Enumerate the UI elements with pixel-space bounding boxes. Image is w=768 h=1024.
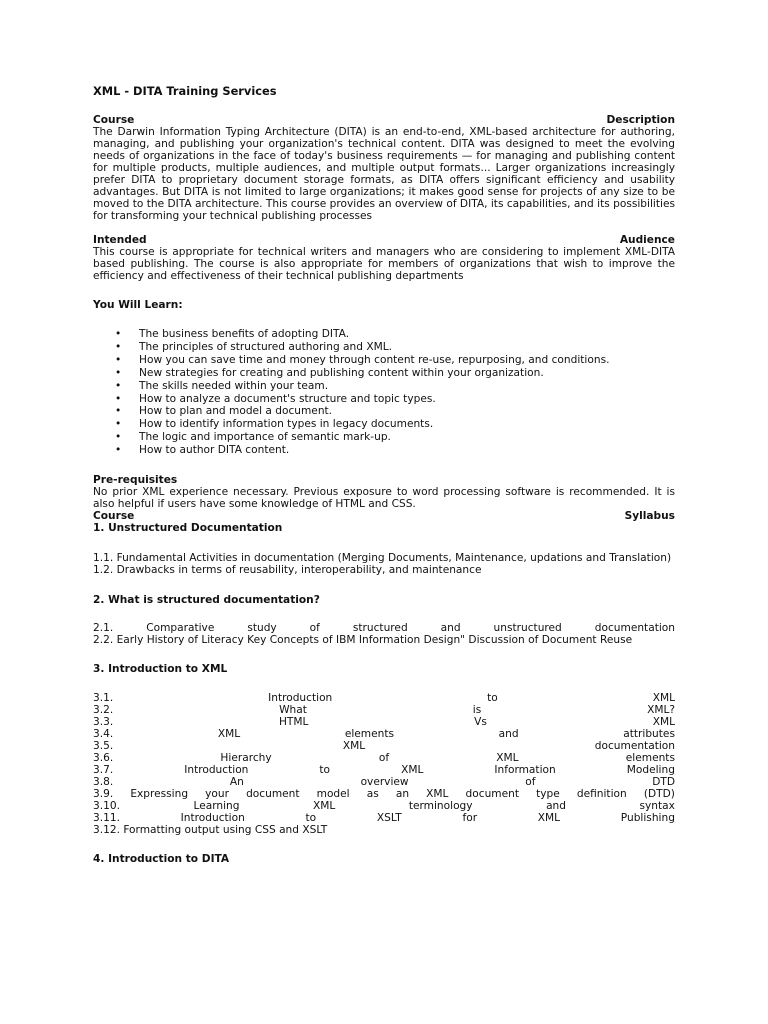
course-syllabus-heading bbox=[93, 510, 675, 522]
section-3-item-word: document bbox=[246, 788, 300, 801]
document-title: XML - DITA Training Services bbox=[93, 84, 277, 98]
section-1-item-2: 1.2. Drawbacks in terms of reusability, interoperability, and maintenance bbox=[93, 564, 482, 577]
section-3-item-word: XML bbox=[426, 788, 449, 801]
course-description-heading-left: Course bbox=[93, 114, 135, 126]
section-3-item-word: Introduction bbox=[268, 692, 333, 705]
section-3-item-word: XSLT bbox=[376, 812, 402, 825]
bullet-icon: • bbox=[115, 392, 122, 405]
section-3-item bbox=[93, 788, 675, 800]
section-3-item-word: 3.7. bbox=[93, 764, 114, 777]
section-3-item-word: for bbox=[462, 812, 478, 825]
section-3-item-word: Learning bbox=[193, 800, 240, 813]
learn-list-item bbox=[93, 405, 675, 418]
section-2-item-1: 2.1. Comparative study of structured and unstructured documentation bbox=[93, 622, 675, 635]
section-3-item-word: 3.11. bbox=[93, 812, 120, 825]
section-3-item-word: DTD bbox=[652, 776, 675, 789]
section-3-item-word: Expressing bbox=[130, 788, 189, 801]
learn-list-item bbox=[93, 393, 675, 406]
course-description-text: The Darwin Information Typing Architecture (DITA) is an end-to-end, XML-based architecture for authoring, managing, and publishing your organization's technical content. DITA was designed to meet the evolving needs of organizations in the face of today's business requirements — for managing and publishing content for multiple products, multiple audiences, and multiple output formats... Larger organizations increasingly prefer DITA to proprietary document storage formats, as DITA offers significant efficiency and usability advantages. But DITA is not limited to large organizations; it makes good sense for projects of any size to be moved to the DITA architecture. This course provides an overview of DITA, its capabilities, and its possibilities for transforming your technical publishing processes bbox=[93, 126, 675, 222]
learn-list-item-text: The logic and importance of semantic mark-up. bbox=[139, 431, 391, 444]
section-3-item-word: Publishing bbox=[620, 812, 675, 825]
bullet-icon: • bbox=[115, 418, 122, 431]
section-3-item bbox=[93, 752, 675, 764]
learn-list-item-text: How to author DITA content. bbox=[139, 444, 290, 457]
section-3-item-word: documentation bbox=[594, 740, 675, 753]
section-3-item-word: to bbox=[487, 692, 498, 705]
section-3-item-word: XML bbox=[342, 740, 366, 753]
section-3-item-word: HTML bbox=[278, 716, 309, 729]
section-2-heading: 2. What is structured documentation? bbox=[93, 594, 320, 607]
section-3-item-word: 3.6. bbox=[93, 752, 114, 765]
section-3-item-word: XML bbox=[652, 716, 675, 729]
section-3-item bbox=[93, 776, 675, 788]
section-3-item bbox=[93, 812, 675, 824]
section-3-item-word: definition bbox=[576, 788, 627, 801]
section-3-item-word: XML bbox=[217, 728, 241, 741]
learn-list-item-text: New strategies for creating and publishing content within your organization. bbox=[139, 366, 544, 379]
section-3-item-word: Vs bbox=[474, 716, 487, 729]
learn-list-item bbox=[93, 367, 675, 380]
prerequisites-text: No prior XML experience necessary. Previous exposure to word processing software is recommended. It is also helpful if users have some knowledge of HTML and CSS. bbox=[93, 486, 675, 511]
section-3-item-word: elements bbox=[625, 752, 675, 765]
learn-list-item-text: The principles of structured authoring and XML. bbox=[139, 340, 393, 353]
course-syllabus-heading-left: Course bbox=[93, 510, 135, 523]
intended-audience-heading-right: Audience bbox=[619, 234, 675, 246]
learn-list-item-text: How to plan and model a document. bbox=[139, 405, 333, 418]
section-3-item-word: 3.8. bbox=[93, 776, 114, 789]
bullet-icon: • bbox=[115, 444, 122, 457]
section-3-item-word: Modeling bbox=[626, 764, 675, 777]
section-3-item-word: XML bbox=[537, 812, 561, 825]
learn-list-item bbox=[93, 328, 675, 341]
bullet-icon: • bbox=[115, 328, 122, 340]
section-3-item bbox=[93, 704, 675, 716]
intended-audience-heading bbox=[93, 234, 675, 246]
learn-list bbox=[93, 328, 675, 457]
section-3-item-word: type bbox=[536, 788, 560, 801]
learn-list-item bbox=[93, 380, 675, 393]
bullet-icon: • bbox=[115, 353, 122, 366]
section-3-item-word: to bbox=[319, 764, 331, 777]
section-3-item-word: XML bbox=[313, 800, 336, 813]
section-2-item-2: 2.2. Early History of Literacy Key Concepts of IBM Information Design" Discussion of Document Reuse bbox=[93, 634, 633, 647]
section-1-item-1: 1.1. Fundamental Activities in documentation (Merging Documents, Maintenance, updations and Translation) bbox=[93, 552, 672, 565]
document-page bbox=[93, 84, 675, 865]
section-3-item-word: an bbox=[395, 788, 410, 801]
section-3-item-word: XML? bbox=[647, 704, 675, 717]
section-3-item-word: of bbox=[378, 752, 390, 765]
course-description-heading bbox=[93, 114, 675, 126]
section-3-item-word: and bbox=[546, 800, 566, 813]
section-3-item-word: What bbox=[279, 704, 307, 717]
section-3-item-word: Introduction bbox=[180, 812, 245, 825]
learn-list-item-text: The skills needed within your team. bbox=[139, 379, 329, 392]
section-3-item-word: 3.5. bbox=[93, 740, 114, 753]
bullet-icon: • bbox=[115, 431, 122, 444]
learn-list-item-text: How to identify information types in legacy documents. bbox=[139, 418, 434, 431]
learn-list-item bbox=[93, 418, 675, 431]
section-3-item-word: 3.4. bbox=[93, 728, 114, 741]
learn-list-item bbox=[93, 444, 675, 457]
intended-audience-text: This course is appropriate for technical writers and managers who are considering to implement XML-DITA based publishing. The course is also appropriate for members of organizations that wish to improve the efficiency and effectiveness of their technical publishing departments bbox=[93, 246, 675, 282]
section-3-item bbox=[93, 740, 675, 752]
learn-list-item-text: How you can save time and money through content re-use, repurposing, and conditions. bbox=[139, 353, 610, 366]
bullet-icon: • bbox=[115, 366, 122, 379]
section-3-item-word: syntax bbox=[639, 800, 675, 813]
bullet-icon: • bbox=[115, 405, 122, 418]
learn-list-item-text: The business benefits of adopting DITA. bbox=[139, 328, 350, 340]
section-3-item-word: as bbox=[366, 788, 379, 801]
section-3-item bbox=[93, 764, 675, 776]
section-3-item-word: XML bbox=[496, 752, 519, 765]
section-3-item-word: Hierarchy bbox=[220, 752, 272, 765]
section-3-item-word: 3.9. bbox=[93, 788, 114, 801]
bullet-icon: • bbox=[115, 340, 122, 353]
section-3-item-word: your bbox=[205, 788, 229, 801]
bullet-icon: • bbox=[115, 379, 122, 392]
section-3-item bbox=[93, 716, 675, 728]
course-description-heading-right: Description bbox=[606, 114, 675, 126]
section-3-item-word: 3.1. bbox=[93, 692, 114, 705]
section-3-item-word: Information bbox=[494, 764, 556, 777]
section-3-item bbox=[93, 692, 675, 704]
section-3-item-word: to bbox=[305, 812, 317, 825]
learn-list-item bbox=[93, 341, 675, 354]
section-3-item-word: model bbox=[316, 788, 350, 801]
section-3-item-word: 3.10. bbox=[93, 800, 120, 813]
course-syllabus-heading-right: Syllabus bbox=[624, 510, 675, 523]
section-3-item-word: 3.3. bbox=[93, 716, 114, 729]
section-3-item-word: 3.2. bbox=[93, 704, 114, 717]
prerequisites-heading: Pre-requisites bbox=[93, 474, 178, 487]
section-3-item-word: is bbox=[472, 704, 482, 717]
section-3-item-word: of bbox=[525, 776, 536, 789]
section-3-item-12: 3.12. Formatting output using CSS and XSLT bbox=[93, 824, 328, 837]
section-3-heading: 3. Introduction to XML bbox=[93, 663, 228, 676]
learn-list-item bbox=[93, 431, 675, 444]
section-3-item-word: and bbox=[498, 728, 519, 741]
section-3-item-word: attributes bbox=[623, 728, 675, 741]
section-1-heading: 1. Unstructured Documentation bbox=[93, 522, 283, 535]
section-3-item-word: terminology bbox=[408, 800, 473, 813]
section-3-item-word: document bbox=[465, 788, 519, 801]
section-3-item-word: XML bbox=[401, 764, 424, 777]
section-4-heading: 4. Introduction to DITA bbox=[93, 853, 230, 866]
section-3-item bbox=[93, 728, 675, 740]
you-will-learn-heading: You Will Learn: bbox=[93, 299, 183, 311]
section-3-item-word: overview bbox=[360, 776, 409, 789]
section-3-item-word: An bbox=[229, 776, 244, 789]
section-3-item-word: (DTD) bbox=[643, 788, 675, 801]
learn-list-item bbox=[93, 354, 675, 367]
section-3-item-word: Introduction bbox=[184, 764, 249, 777]
learn-list-item-text: How to analyze a document's structure and topic types. bbox=[139, 392, 436, 405]
intended-audience-heading-left: Intended bbox=[93, 234, 147, 246]
section-3-item-word: XML bbox=[652, 692, 675, 705]
section-3-items bbox=[93, 692, 675, 824]
section-3-item bbox=[93, 800, 675, 812]
section-3-item-word: elements bbox=[344, 728, 395, 741]
